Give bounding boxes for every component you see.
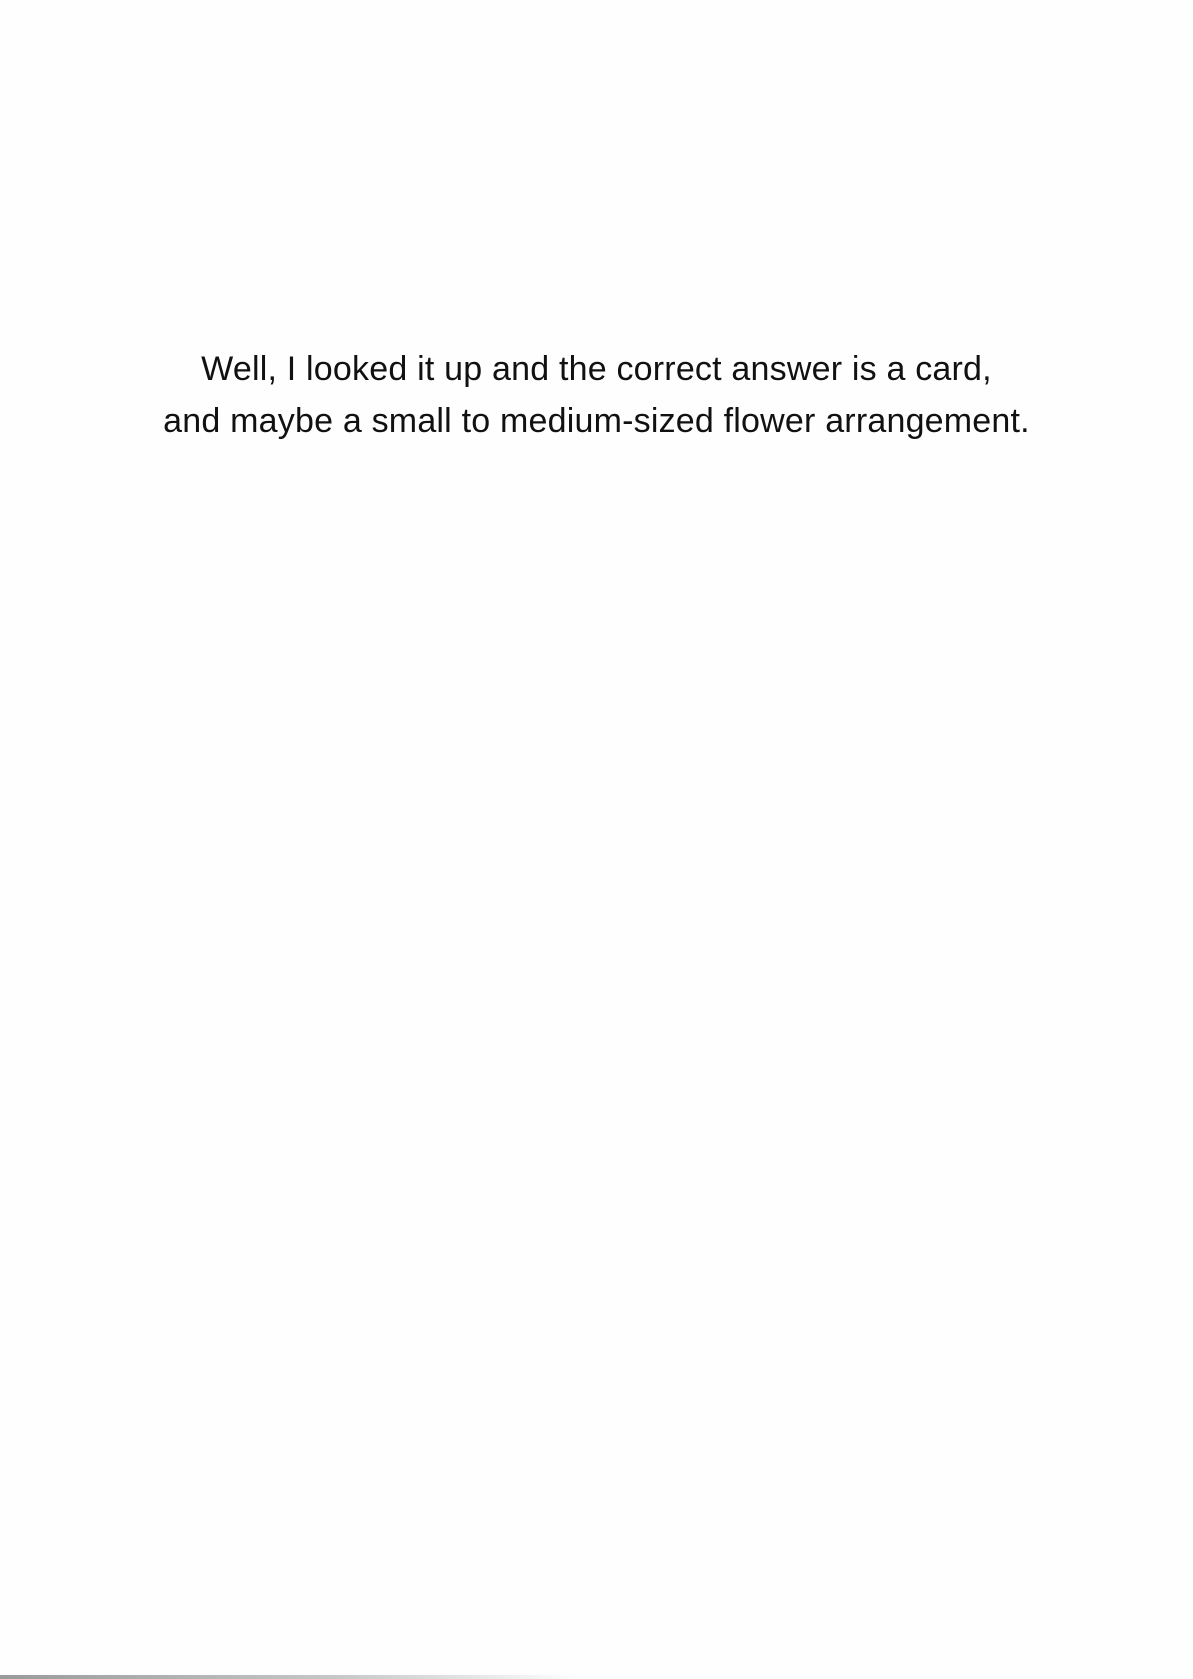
message-line-1: Well, I looked it up and the correct answer is a card, [201,350,992,388]
page-edge-shadow [0,1675,580,1679]
message-line-2: and maybe a small to medium-sized flower arrangement. [163,402,1030,440]
card-message [0,343,1193,447]
